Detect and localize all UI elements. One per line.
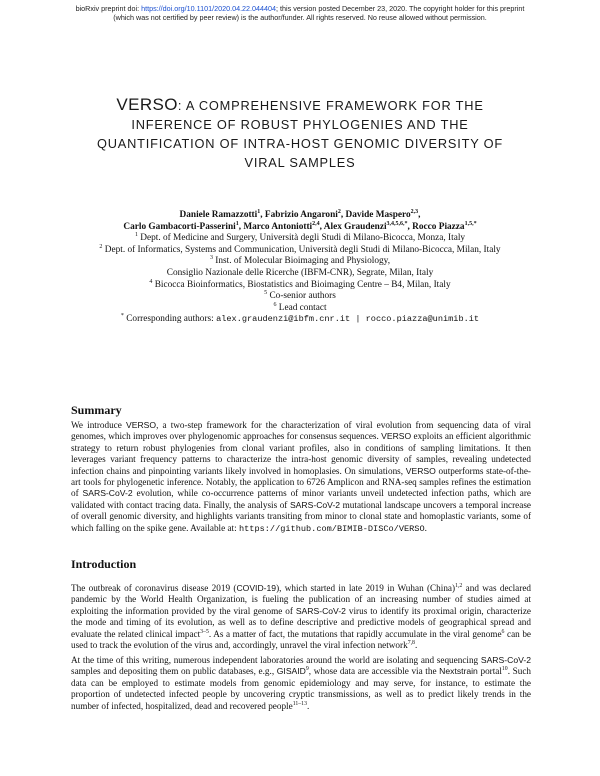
author-sup: 3,4,5,6,* <box>386 220 408 227</box>
doi-link[interactable]: https://doi.org/10.1101/2020.04.22.044404 <box>141 4 277 13</box>
sars-term: SARS-CoV-2 <box>480 655 531 665</box>
author-name: , <box>418 210 421 220</box>
author-sup: 2 <box>337 208 341 215</box>
banner-line-1 <box>0 4 600 13</box>
paper-title <box>60 95 540 172</box>
summary-heading: Summary <box>71 403 122 417</box>
corresponding-emails[interactable]: alex.graudenzi@ibfm.cnr.it | rocco.piazza@unimib.it <box>216 314 480 325</box>
corresponding-label: Corresponding authors: <box>126 314 217 325</box>
affiliation-sup: 3 <box>209 255 213 262</box>
affiliation-text: Co-senior authors <box>269 291 336 302</box>
sars-term: SARS-CoV-2 <box>82 488 133 499</box>
affiliation <box>40 280 560 292</box>
summary-text: exploits an efficient algorithmic strategy to return robust phylogenies from clonal variant profiles, also in conditions of sampling limitations. It then leverages variant frequency patterns to characterize the intra-host genomic diversity of samples, revealing undetected infection chains and pinpointing variants likely involved in homoplasies. On simulations, <box>71 431 531 476</box>
summary-text: , a two-step framework for the characterization of viral evolution from sequencing data of viral genomes, which improves over phylogenomic approaches for consensus sequences. <box>71 420 531 442</box>
title-line-1-rest: : A COMPREHENSIVE FRAMEWORK FOR THE <box>177 98 484 113</box>
author-line-2 <box>40 222 560 234</box>
title-line-4: VIRAL SAMPLES <box>244 155 356 170</box>
banner-line-2: (which was not certified by peer review) is the author/funder. All rights reserved. No reuse allowed without permission. <box>113 13 487 22</box>
introduction-paragraph-1: The outbreak of coronavirus disease 2019 (COVID-19), which started in late 2019 in Wuhan (China)$^{1,2}$ and was declared pandemic by the World Health Organization, is fueling the publication of an increasing number of studies aimed at exploiting the information provided by the viral genome of SARS-CoV-2 virus to identify its proximal origin, characterize the mode and timing of its evolution, as well as to define descriptive and predictive models of geographical spread and evaluate the related clinical impact$^{3-5}$. As a matter of fact, the mutations that rapidly accumulate in the viral genome$^6$ can be used to track the evolution of the virus and, accordingly, unravel the viral infection network$^{7,8}$. <box>71 582 532 651</box>
summary-text: mutational landscape uncovers a temporal increase of overall genomic diversity, and highlights variants transiting from minor to clonal state and homoplastic variants, some of which falling on the spike gene. Available at: <box>71 499 531 533</box>
summary-text: We introduce <box>71 420 126 430</box>
citation: 11–13 <box>292 700 307 707</box>
affiliation-text: Inst. of Molecular Bioimaging and Physiology, <box>215 256 391 267</box>
citation: 9 <box>305 666 309 673</box>
title-verso: VERSO <box>116 95 178 114</box>
introduction-paragraph-2: At the time of this writing, numerous independent laboratories around the world are isolating and sequencing SARS-CoV-2 samples and depositing them on public databases, e.g., GISAID$^9$, whose data are accessible via the Nextstrain portal$^{10}$. Such data can be employed to estimate models from genomic epidemiology and may serve, for instance, to estimate the proportion of undetected infected people by uncovering cryptic transmissions, as well as to predict likely trends in the number of infected, hospitalized, dead and recovered people$^{11-13}$. <box>71 655 532 711</box>
author-name: , Davide Maspero <box>340 210 411 220</box>
affiliation <box>40 303 560 315</box>
preprint-banner <box>0 4 600 22</box>
citation: 7,8 <box>407 639 415 646</box>
author-name: , Alex Graudenzi <box>319 221 387 232</box>
sars-term: SARS-CoV-2 <box>289 499 341 510</box>
author-name: Daniele Ramazzotti <box>179 210 258 220</box>
affiliation-text: Dept. of Medicine and Surgery, Università degli Studi di Milano-Bicocca, Monza, Italy <box>140 233 466 244</box>
affiliation-sup: 5 <box>264 290 268 297</box>
introduction-heading: Introduction <box>71 557 137 571</box>
affiliation <box>40 256 560 268</box>
author-sup: 1 <box>257 208 261 215</box>
affiliation-sup: 4 <box>149 278 153 285</box>
corresponding-authors: * Corresponding authors: alex.graudenzi@ibfm.cnr.it | rocco.piazza@unimib.it <box>120 313 480 325</box>
affiliation <box>40 268 560 280</box>
banner-suffix: ; this version posted December 23, 2020. The copyright holder for this preprint <box>276 4 525 13</box>
github-url[interactable]: https://github.com/BIMIB-DISCo/VERSO <box>238 523 425 534</box>
affiliation-text: Consiglio Nazionale delle Ricerche (IBFM-CNR), Segrate, Milan, Italy <box>166 267 434 278</box>
title-line-3: QUANTIFICATION OF INTRA-HOST GENOMIC DIVERSITY OF <box>96 136 504 151</box>
affiliation-sup: 6 <box>273 301 277 308</box>
affiliation <box>40 233 560 245</box>
author-name: , Fabrizio Angaroni <box>260 210 338 220</box>
covid-term: COVID-19 <box>236 583 277 593</box>
gisaid-term: GISAID <box>276 666 306 677</box>
author-sup: 1,5,* <box>464 220 477 227</box>
author-name: Carlo Gambacorti-Passerini <box>123 221 236 232</box>
affiliation <box>40 291 560 303</box>
affiliation-text: Dept. of Informatics, Systems and Communication, Università degli Studi di Milano-Bicocca, Milan, Italy <box>104 244 501 255</box>
author-sup: 2,4 <box>312 220 320 227</box>
nextstrain-term: Nextstrain <box>439 666 478 677</box>
affiliation-text: Lead contact <box>278 302 327 313</box>
summary-paragraph: We introduce VERSO, a two-step framework for the characterization of viral evolution from sequencing data of viral genomes, which improves over phylogenomic approaches for consensus sequences. VERSO exploits an efficient algorithmic strategy to return robust phylogenies from clonal variant profiles, also in conditions of sampling limitations. It then leverages variant frequency patterns to characterize the intra-host genomic diversity of samples, revealing undetected infection chains and pinpointing variants likely involved in homoplasies. On simulations, VERSO outperforms state-of-the-art tools for phylogenetic inference. Notably, the application to 6726 Amplicon and RNA-seq samples refines the estimation of SARS-CoV-2 evolution, while co-occurrence patterns of minor variants unveil undetected infection paths, which are validated with contact tracing data. Finally, the analysis of SARS-CoV-2 mutational landscape uncovers a temporal increase of overall genomic diversity, and highlights variants transiting from minor to clonal state and homoplastic variants, some of which falling on the spike gene. Available at: https://github.com/BIMIB-DISCo/VERSO. <box>71 420 532 534</box>
affiliation-text: Bicocca Bioinformatics, Biostatistics and Bioimaging Centre – B4, Milan, Italy <box>154 279 451 290</box>
author-name: , Rocco Piazza <box>407 221 465 232</box>
author-block <box>40 210 560 326</box>
affiliation <box>40 245 560 257</box>
citation: 3–5 <box>200 628 209 635</box>
author-line-1 <box>40 210 560 222</box>
author-sup: 2,3 <box>410 208 419 215</box>
citation: 1,2 <box>455 582 463 589</box>
verso-term: VERSO <box>405 465 436 476</box>
affiliation-sup: 1 <box>134 232 138 239</box>
sars-term: SARS-CoV-2 <box>295 605 346 616</box>
verso-term: VERSO <box>381 431 412 442</box>
affiliation-sup: 2 <box>99 243 103 250</box>
verso-term: VERSO <box>125 420 157 430</box>
author-sup: 1 <box>235 220 239 227</box>
summary-text: outperforms state-of-the-art tools for phylogenetic inference. Notably, the application to 6726 Amplicon and RNA-seq samples refines the estimation of <box>71 465 531 499</box>
title-line-1 <box>60 95 540 115</box>
citation: 6 <box>501 628 505 635</box>
title-line-2: INFERENCE OF ROBUST PHYLOGENIES AND THE <box>131 117 469 132</box>
author-name: , Marco Antoniotti <box>238 221 313 232</box>
citation: 10 <box>501 666 508 673</box>
summary-text: evolution, while co-occurrence patterns of minor variants unveil undetected infection paths, which are validated with contact tracing data. Finally, the analysis of <box>71 488 532 510</box>
banner-prefix: bioRxiv preprint doi: <box>75 4 142 13</box>
